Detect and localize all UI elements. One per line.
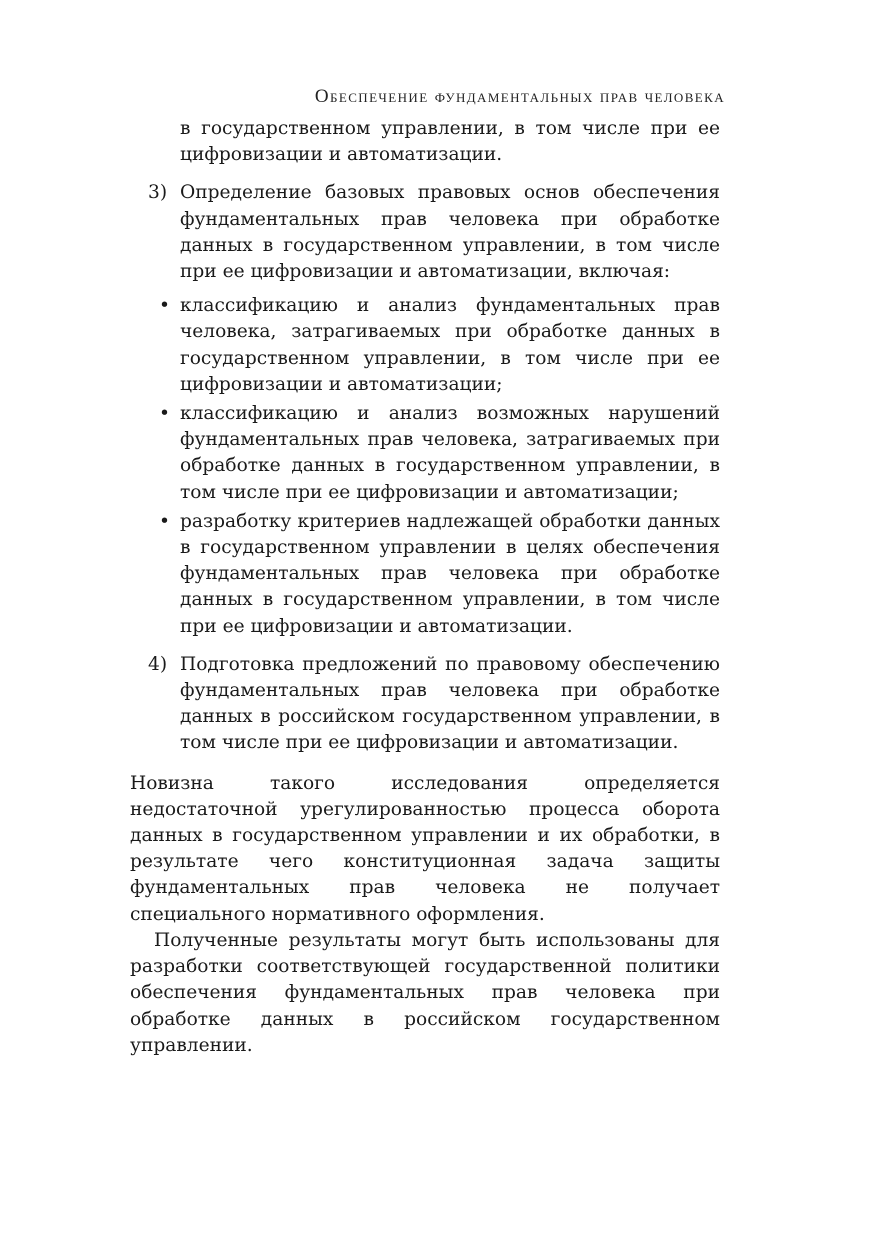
bullet-item: [159, 293, 720, 398]
list-item-3: [148, 180, 720, 285]
bullet-item-text: классификацию и анализ возможных нарушений фундаментальных прав человека, затрагиваемых при обработке данных в государственном управлении, в том числе при ее цифровизации и автоматизации;: [180, 403, 720, 503]
list-item-4-text: Подготовка предложений по правовому обеспечению фундаментальных прав человека при обработке данных в российском государственном управлении, в том числе при ее цифровизации и автоматизации.: [180, 653, 720, 754]
bullet-item-text: классификацию и анализ фундаментальных прав человека, затрагиваемых при обработке данных в государственном управлении, в том числе при ее цифровизации и автоматизации;: [180, 295, 720, 395]
bullet-icon: •: [159, 403, 170, 425]
list-item-3-text: Определение базовых правовых основ обеспечения фундаментальных прав человека при обработке данных в государственном управлении, в том числе при ее цифровизации и автоматизации, включая:: [180, 182, 720, 283]
paragraph-results: Полученные результаты могут быть использованы для разработки соответствующей государственной политики обеспечения фундаментальных прав человека при обработке данных в российском государственном управлении.: [130, 929, 720, 1056]
bullet-item: [159, 509, 720, 640]
list-marker-4: 4): [148, 653, 168, 675]
bullet-icon: •: [159, 510, 170, 532]
list-marker-3: 3): [148, 182, 168, 204]
page-body: [130, 116, 720, 1059]
list-item-4: [148, 652, 720, 757]
list-item-continuation: в государственном управлении, в том числе при ее цифровизации и автоматизации.: [180, 118, 720, 166]
bullet-list: [159, 293, 720, 640]
bullet-icon: •: [159, 295, 170, 317]
paragraph-novelty: Новизна такого исследования определяется недостаточной урегулированностью процесса оборота данных в государственном управлении и их обработки, в результате чего конституционная задача защиты фундаментальных прав человека не получает специального нормативного оформления.: [130, 772, 720, 925]
bullet-item-text: разработку критериев надлежащей обработки данных в государственном управлении в целях обеспечения фундаментальных прав человека при обработке данных в государственном управлении, в том числе при ее цифровизации и автоматизации.: [180, 510, 720, 637]
running-header: Обеспечение фундаментальных прав человека: [314, 86, 725, 107]
bullet-item: [159, 401, 720, 506]
